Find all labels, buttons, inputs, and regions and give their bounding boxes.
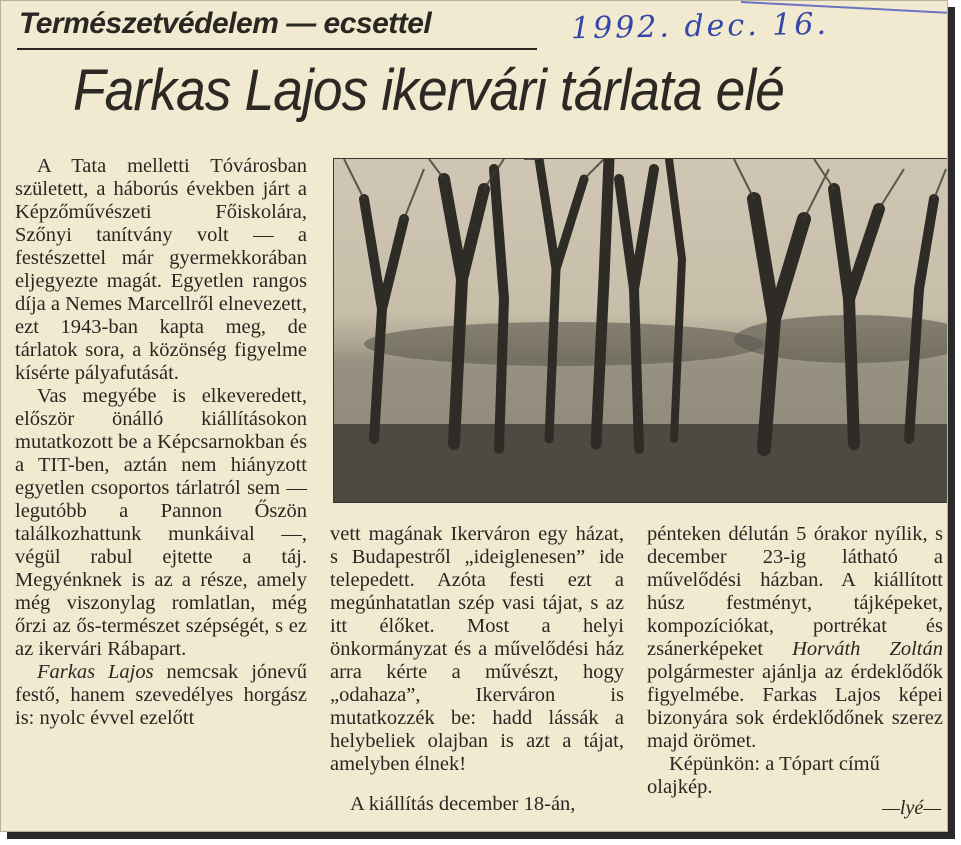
col2-paragraph-2: A kiállítás december 18-án, [350, 793, 576, 815]
painter-name: Farkas Lajos [37, 661, 154, 683]
col1-paragraph-3-text: nemcsak jónevű festő, hanem szevedélyes horgász is: nyolc évvel ezelőtt [15, 661, 308, 729]
painting-photo [333, 158, 948, 503]
col1-paragraph-1: A Tata melletti Tóvárosban született, a háborús években járt a Képzőművészeti Főiskolára, Szőnyi tanítvány volt — a festészettel már gyermekkorában eljegyezte magát. Egyetlen rangos díja a Nemes Marcellről elnevezett, ezt 1943-ban kapta meg, de tárlatok sora, a közönség figyelme kísérte pályafutását. [15, 155, 307, 384]
article-headline: Farkas Lajos ikervári tárlata elé [73, 58, 785, 123]
mayor-name: Horváth Zoltán [792, 638, 943, 660]
photo-caption: Képünkön: a Tópart című olajkép. [647, 753, 880, 798]
article-column-2 [330, 523, 624, 776]
handwritten-date: 1992. dec. 16. [570, 6, 830, 47]
article-column-1 [15, 155, 307, 730]
painting-illustration [334, 159, 947, 502]
col1-paragraph-2: Vas megyébe is elkeveredett, először önálló kiállításokon mutatkozott be a Képcsarnokban és a TIT-ben, aztán nem hiányzott egyetlen csoportos tárlatról sem — legutóbb a Pannon Őszön találkozhattunk munkáival —, végül rabul ejtette a táj. Megyénknek is az a része, amely még viszonylag romlatlan, még őrzi az ős-természet szépségét, s ez az ikervári Rábapart. [15, 385, 307, 660]
article-column-3 [647, 523, 943, 799]
col3-paragraph-1b: polgármester ajánlja az érdeklődők figyelmébe. Farkas Lajos képei bizonyára sok érdeklődőnek szerez majd örömet. [647, 661, 943, 752]
section-kicker: Természetvédelem — ecsettel [19, 7, 432, 40]
col3-paragraph-1 [647, 523, 943, 753]
author-byline: —lyé— [882, 797, 941, 819]
col3-paragraph-1a: pénteken délután 5 órakor nyílik, s december 23-ig látható a művelődési házban. A kiállított húsz festményt, tájképeket, kompozíciókat, portrékat és zsánerképeket [647, 523, 943, 660]
col1-paragraph-3 [15, 661, 307, 730]
kicker-underline [17, 48, 537, 50]
col2-paragraph-1: vett magának Ikerváron egy házat, s Budapestről „ideiglenesen” ide telepedett. Azóta festi ezt a megúnhatatlan szép vasi tájat, s az itt élőket. Most a helyi önkormányzat és a művelődési ház arra kérte a művészt, hogy „odahaza”, Ikerváron is mutatkozzék be: hadd lássák a helybeliek olajban is azt a tájat, amelyben élnek! [330, 523, 624, 775]
